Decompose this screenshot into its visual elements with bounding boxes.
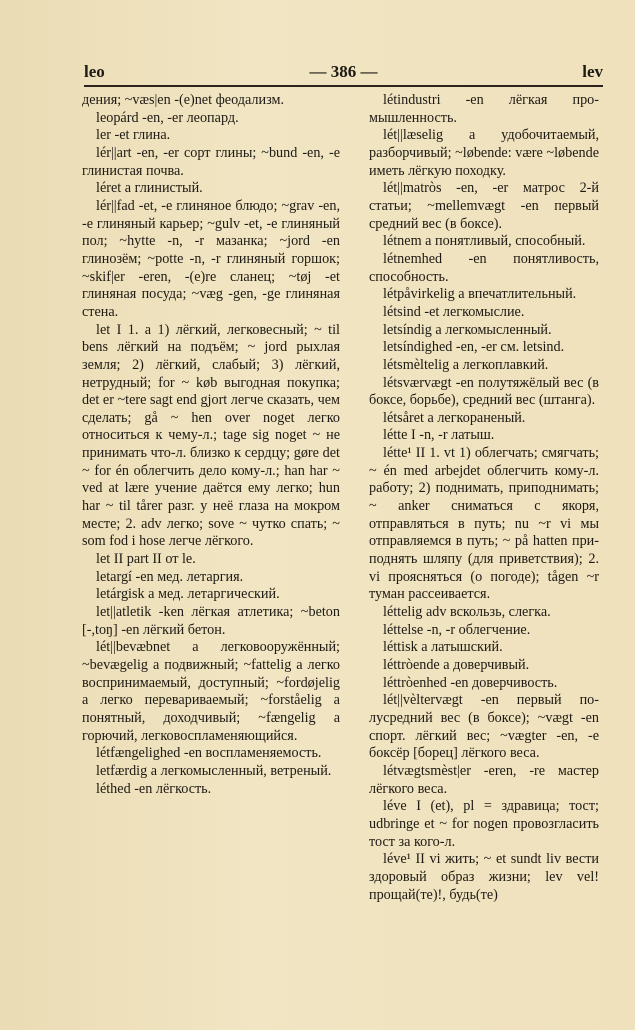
dictionary-entry: letsíndig a легкомысленный.	[383, 321, 552, 338]
dictionary-entry: let||atletik -ken лёгкая атлетика; ~beton [-,toŋ] -en лёгкий бетон.	[82, 604, 340, 638]
dictionary-entry: léttròenhed -en доверчивость.	[383, 674, 558, 691]
dictionary-entry: létnem a понятливый, способный.	[383, 233, 586, 250]
dictionary-entry: letsíndighed -en, -er см. letsind.	[383, 339, 565, 356]
dictionary-entry: léttelig adv вскользь, слегка.	[383, 604, 551, 621]
left-column	[82, 92, 340, 798]
dictionary-entry: létpåvirkelig a впечатлительный.	[383, 286, 577, 303]
dictionary-entry: let I 1. a 1) лёгкий, легковесный; ~ til bens лёгкий на подъём; ~ jord рыхлая земля; 2) лёгкий, слабый; 3) лёгкий, нетрудный; for ~ køb выгодная покупка; det er ~tere sagt end gjort легче сказать, чем сделать; gå ~ hen over noget легко относиться к чему-л.; tage sig noget ~ не принимать что-л. близко к сердцу; gøre det ~ for én облегчить дело кому-л.; han har ~ ved at lære учение даётся ему легко; hun har ~ til tårer разг. у неё глаза на мокром месте; 2. adv легко; sove ~ чутко спать; ~ som fod i hose легче лёгкого.	[82, 321, 340, 550]
page-number: — 386 —	[309, 62, 378, 81]
dictionary-entry: létvægtsmèst|er -eren, -re мастер лёгкого веса.	[369, 762, 599, 797]
dictionary-entry: léttelse -n, -r облегчение.	[383, 621, 531, 638]
dictionary-entry: дения; ~væs|en -(e)net феодализм.	[82, 92, 285, 108]
dictionary-entry: létfængelighed -en воспламеняемость.	[96, 745, 322, 762]
dictionary-entry: léthed -en лёгкость.	[96, 780, 212, 797]
dictionary-entry: ler -et глина.	[96, 127, 171, 144]
left-guide-word: leo	[84, 62, 105, 81]
dictionary-entry: letárgisk a мед. летаргический.	[96, 586, 280, 603]
dictionary-entry: lét||vèltervægt -en первый полусредний вес (в боксе); ~vægt -en спорт. лёгкий вес; ~vægter -en, -e боксёр [борец] лёгкого веса.	[369, 692, 599, 762]
dictionary-entry: lér||fad -et, -e глиняное блюдо; ~grav -en, -e глиняный карьер; ~gulv -et, -e глиняный пол; ~hytte -n, -r мазанка; ~jord -en глинозём; ~potte -n, -r глиняный горшок; ~skif|er -eren, -(e)re сланец; ~tøj -et глиняная посуда; ~væg -gen, -ge глиняная стена.	[82, 197, 340, 320]
dictionary-entry: lét||læselig a удобочитаемый, разборчивый; ~løbende: være ~løbende иметь лёгкую походку.	[369, 127, 599, 179]
dictionary-entry: léttisk a латышский.	[383, 639, 503, 656]
dictionary-entry: letfærdig a легкомысленный, ветреный.	[96, 762, 332, 779]
dictionary-entry: létsind -et легкомыслие.	[383, 303, 525, 320]
dictionary-entry: lér||art -en, -er сорт глины; ~bund -en, -e глинистая почва.	[82, 144, 340, 179]
dictionary-entry: leopárd -en, -er леопард.	[96, 109, 239, 126]
dictionary-entry: létsværvægt -en полутяжёлый вес (в боксе, борьбе), средний вес (штанга).	[369, 374, 599, 409]
dictionary-entry: létte¹ II 1. vt 1) облегчать; смягчать; ~ én med arbejdet облегчить кому-л. работу; 2) поднимать, приподнимать; ~ anker сниматься с якоря, отправляться в путь; nu ~r vi мы отправляемся в путь; ~ på hatten приподнять шляпу (для приветствия); 2. vi проясняться (о погоде); tågen ~r туман рассеивается.	[369, 445, 599, 603]
dictionary-entry: lét||matròs -en, -er матрос 2-й статьи; ~mellemvægt -en первый средний вес (в боксе).	[369, 180, 599, 232]
dictionary-entry: letargí -en мед. летаргия.	[96, 568, 244, 585]
dictionary-entry: létte I -n, -r латыш.	[383, 427, 495, 444]
dictionary-entry: létnemhed -en понятливость, способность.	[369, 250, 599, 285]
header-rule	[84, 85, 603, 87]
dictionary-entry: léve¹ II vi жить; ~ et sundt liv вести здоровый образ жизни; lev vel! прощай(те)!, будь(те)	[369, 851, 599, 903]
right-guide-word: lev	[582, 62, 603, 81]
dictionary-entry: léttròende a доверчивый.	[383, 657, 530, 673]
right-column	[369, 92, 599, 904]
dictionary-entry: létindustri -en лёгкая промышленность.	[369, 92, 599, 126]
dictionary-entry: let II part II от le.	[96, 551, 196, 568]
dictionary-entry: létsmèltelig a легкоплавкий.	[383, 356, 549, 373]
dictionary-entry: léve I (et), pl = здравица; тост; udbringe et ~ for nogen провозгласить тост за кого-л.	[369, 798, 599, 850]
dictionary-entry: lét||bevæbnet a легковооружённый; ~bevægelig a подвижный; ~fattelig a легко воспринимаемый, доступный; ~fordøjelig a легко перевариваемый; ~forståelig a понятный, доходчивый; ~fængelig a горючий, легковоспламеняющийся.	[82, 639, 340, 744]
dictionary-entry: léret a глинистый.	[96, 180, 203, 197]
dictionary-entry: létsåret a легкораненый.	[383, 409, 526, 426]
page-header	[84, 62, 603, 84]
